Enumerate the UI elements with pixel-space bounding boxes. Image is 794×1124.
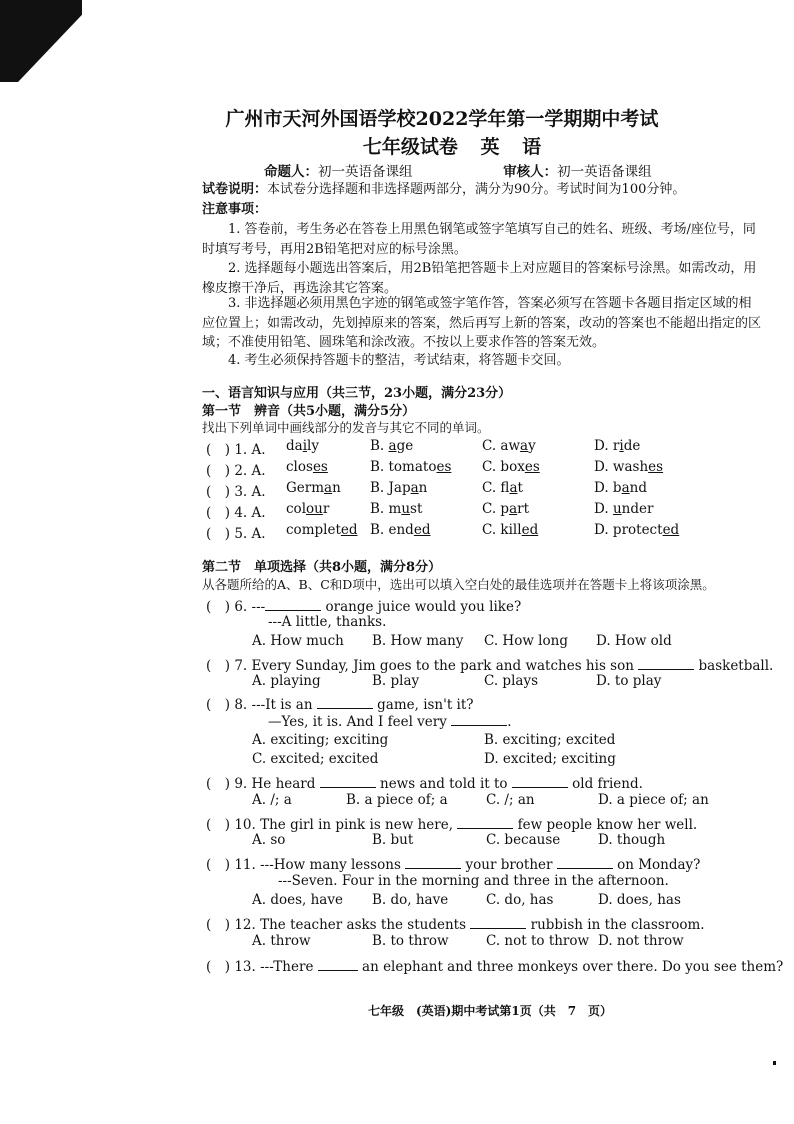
note-2: 2. 选择题每小题选出答案后，用2B铅笔把答题卡上对应题目的答案标号涂黑。如需改动，用橡皮擦干净后，再选涂其它答案。 [202,261,757,296]
part1-title: 一、语言知识与应用（共三节，23小题，满分23分） [202,386,512,401]
section1-title: 第一节 辨音（共5小题，满分5分） [202,404,416,419]
setters-line: 命题人：初一英语备课组 审核人：初一英语备课组 [264,164,652,180]
scan-corner-mark [0,0,82,82]
exam-description: 试卷说明：本试卷分选择题和非选择题两部分，满分为90分。考试时间为100分钟。 [202,182,686,197]
question-8-reply: —Yes, it is. And I feel very . [268,714,512,730]
question-6-reply: ---A little, thanks. [268,614,387,630]
question-12: ( ) 12. The teacher asks the students rubbish in the classroom. [206,917,705,933]
question-11: ( ) 11. ---How many lessons your brother on Monday? [206,857,701,873]
exam-subtitle: 七年级试卷 英 语 [362,136,542,158]
section2-instructions: 从各题所给的A、B、C和D项中，选出可以填入空白处的最佳选项并在答题卡上将该项涂黑。 [202,577,715,592]
question-11-reply: ---Seven. Four in the morning and three in the afternoon. [278,873,669,889]
question-7: ( ) 7. Every Sunday, Jim goes to the park and watches his son basketball. [206,658,774,674]
scan-speck [773,1061,776,1065]
exam-title: 广州市天河外国语学校2022学年第一学期期中考试 [225,108,659,130]
section1-instructions: 找出下列单词中画线部分的发音与其它不同的单词。 [202,420,490,435]
question-9: ( ) 9. He heard news and told it to old friend. [206,776,643,792]
question-6: ( ) 6. --- orange juice would you like? [206,599,522,615]
note-3: 3. 非选择题必须用黑色字迹的钢笔或签字笔作答，答案必须写在答题卡各题目指定区域的相应位置上；如需改动，先划掉原来的答案，然后再写上新的答案，改动的答案也不能超出指定的区域；不准使用铅笔、圆珠笔和涂改液。不按以上要求作答的答案无效。 [202,296,762,350]
question-10: ( ) 10. The girl in pink is new here, few people know her well. [206,817,698,833]
note-4: 4. 考生必须保持答题卡的整洁，考试结束，将答题卡交回。 [228,353,570,368]
question-13: ( ) 13. ---There an elephant and three monkeys over there. Do you see them? [206,959,784,975]
note-1: 1. 答卷前，考生务必在答卷上用黑色钢笔或签字笔填写自己的姓名、班级、考场/座位号，同时填写考号，再用2B铅笔把对应的标号涂黑。 [202,222,756,257]
section2-title: 第二节 单项选择（共8小题，满分8分） [202,560,442,575]
page-footer: 七年级 (英语)期中考试第1页（共 7 页） [368,1004,613,1018]
question-8: ( ) 8. ---It is an game, isn't it? [206,697,474,713]
notes-heading: 注意事项： [202,202,268,217]
